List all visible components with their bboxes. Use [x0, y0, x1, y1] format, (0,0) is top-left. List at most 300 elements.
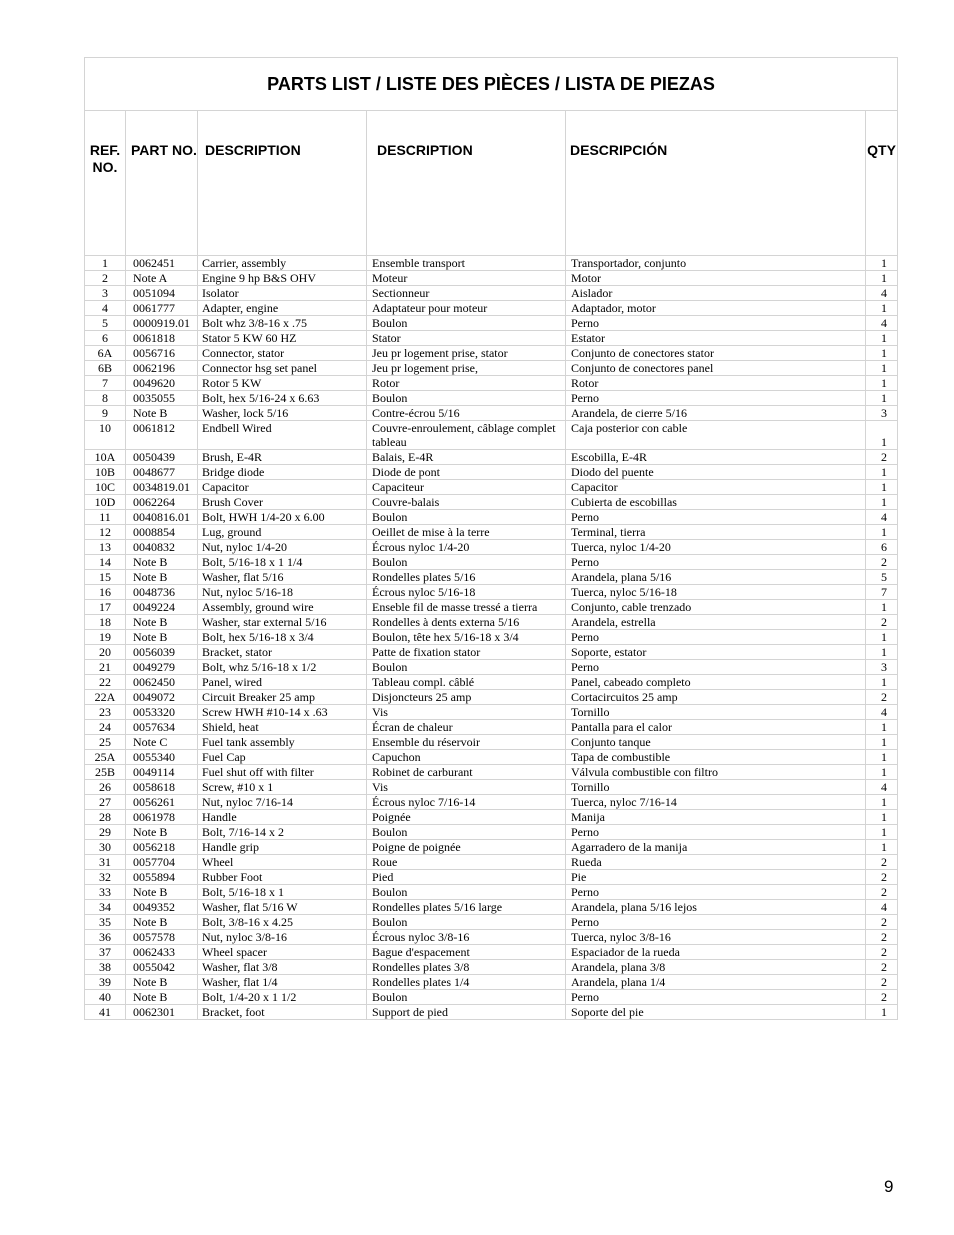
qty-cell: 1	[866, 271, 898, 286]
description-fr-cell: Rotor	[367, 376, 566, 391]
description-fr-cell: Écrous nyloc 7/16-14	[367, 795, 566, 810]
description-fr-cell: Sectionneur	[367, 286, 566, 301]
part-no-cell: 0057578	[126, 930, 198, 945]
description-es-cell: Diodo del puente	[566, 465, 866, 480]
description-es-cell: Motor	[566, 271, 866, 286]
description-en-cell: Fuel tank assembly	[198, 735, 367, 750]
qty-cell: 5	[866, 570, 898, 585]
ref-cell: 24	[85, 720, 126, 735]
table-row	[85, 735, 898, 750]
part-no-cell: 0034819.01	[126, 480, 198, 495]
ref-cell: 6A	[85, 346, 126, 361]
ref-cell: 3	[85, 286, 126, 301]
table-row	[85, 361, 898, 376]
description-en-cell: Connector, stator	[198, 346, 367, 361]
description-es-cell: Perno	[566, 885, 866, 900]
table-row	[85, 795, 898, 810]
description-en-cell: Bolt, HWH 1/4-20 x 6.00	[198, 510, 367, 525]
table-row	[85, 780, 898, 795]
description-en-cell: Panel, wired	[198, 675, 367, 690]
qty-cell: 1	[866, 391, 898, 406]
part-no-cell: 0049352	[126, 900, 198, 915]
part-no-cell: 0061777	[126, 301, 198, 316]
part-no-cell: 0050439	[126, 450, 198, 465]
description-en-cell: Washer, lock 5/16	[198, 406, 367, 421]
description-en-cell: Screw HWH #10-14 x .63	[198, 705, 367, 720]
description-es-cell: Perno	[566, 630, 866, 645]
description-es-cell: Tornillo	[566, 780, 866, 795]
ref-cell: 19	[85, 630, 126, 645]
table-row	[85, 495, 898, 510]
description-es-cell: Válvula combustible con filtro	[566, 765, 866, 780]
description-fr-cell: Boulon	[367, 885, 566, 900]
ref-cell: 31	[85, 855, 126, 870]
description-en-cell: Bracket, stator	[198, 645, 367, 660]
table-row	[85, 675, 898, 690]
description-fr-cell: Patte de fixation stator	[367, 645, 566, 660]
description-es-cell: Perno	[566, 915, 866, 930]
part-no-cell: Note B	[126, 825, 198, 840]
table-row	[85, 421, 898, 450]
qty-cell: 4	[866, 286, 898, 301]
description-fr-cell: Oeillet de mise à la terre	[367, 525, 566, 540]
part-no-cell: 0061818	[126, 331, 198, 346]
table-row	[85, 720, 898, 735]
qty-cell: 1	[866, 480, 898, 495]
table-row	[85, 555, 898, 570]
table-row	[85, 900, 898, 915]
ref-cell: 27	[85, 795, 126, 810]
description-en-cell: Brush Cover	[198, 495, 367, 510]
description-es-cell: Tornillo	[566, 705, 866, 720]
description-fr-cell: Jeu pr logement prise,	[367, 361, 566, 376]
qty-cell: 7	[866, 585, 898, 600]
description-fr-cell: Boulon, tête hex 5/16-18 x 3/4	[367, 630, 566, 645]
description-es-cell: Perno	[566, 316, 866, 331]
description-es-cell: Rotor	[566, 376, 866, 391]
qty-cell: 1	[866, 331, 898, 346]
description-en-cell: Endbell Wired	[198, 421, 367, 450]
description-fr-cell: Boulon	[367, 555, 566, 570]
description-es-cell: Tuerca, nyloc 1/4-20	[566, 540, 866, 555]
description-es-cell: Tuerca, nyloc 3/8-16	[566, 930, 866, 945]
header-description-es: DESCRIPCIÓN	[566, 111, 866, 256]
ref-cell: 12	[85, 525, 126, 540]
part-no-cell: 0055042	[126, 960, 198, 975]
part-no-cell: Note B	[126, 630, 198, 645]
ref-cell: 34	[85, 900, 126, 915]
ref-cell: 11	[85, 510, 126, 525]
description-fr-cell: Jeu pr logement prise, stator	[367, 346, 566, 361]
ref-cell: 21	[85, 660, 126, 675]
description-fr-cell: Ensemble du réservoir	[367, 735, 566, 750]
description-es-cell: Conjunto, cable trenzado	[566, 600, 866, 615]
qty-cell: 2	[866, 690, 898, 705]
table-row	[85, 376, 898, 391]
qty-cell: 1	[866, 765, 898, 780]
description-fr-cell: Poigne de poignée	[367, 840, 566, 855]
table-row	[85, 1005, 898, 1020]
table-row	[85, 630, 898, 645]
description-en-cell: Lug, ground	[198, 525, 367, 540]
qty-cell: 1	[866, 750, 898, 765]
ref-cell: 39	[85, 975, 126, 990]
description-fr-cell: Écrous nyloc 5/16-18	[367, 585, 566, 600]
qty-cell: 2	[866, 975, 898, 990]
part-no-cell: 0008854	[126, 525, 198, 540]
qty-cell: 1	[866, 301, 898, 316]
table-header-row	[85, 111, 898, 256]
description-en-cell: Rotor 5 KW	[198, 376, 367, 391]
part-no-cell: 0048736	[126, 585, 198, 600]
description-fr-cell: Vis	[367, 780, 566, 795]
ref-cell: 15	[85, 570, 126, 585]
description-en-cell: Assembly, ground wire	[198, 600, 367, 615]
table-row	[85, 615, 898, 630]
ref-cell: 26	[85, 780, 126, 795]
description-en-cell: Nut, nyloc 1/4-20	[198, 540, 367, 555]
ref-cell: 10	[85, 421, 126, 450]
part-no-cell: 0048677	[126, 465, 198, 480]
table-row	[85, 660, 898, 675]
table-row	[85, 600, 898, 615]
qty-cell: 3	[866, 660, 898, 675]
description-es-cell: Perno	[566, 555, 866, 570]
description-en-cell: Adapter, engine	[198, 301, 367, 316]
table-row	[85, 990, 898, 1005]
part-no-cell: 0062433	[126, 945, 198, 960]
description-fr-cell: Disjoncteurs 25 amp	[367, 690, 566, 705]
description-es-cell: Pantalla para el calor	[566, 720, 866, 735]
ref-cell: 36	[85, 930, 126, 945]
ref-cell: 29	[85, 825, 126, 840]
table-row	[85, 975, 898, 990]
description-es-cell: Manija	[566, 810, 866, 825]
description-es-cell: Pie	[566, 870, 866, 885]
description-es-cell: Caja posterior con cable	[566, 421, 866, 450]
description-es-cell: Tuerca, nyloc 7/16-14	[566, 795, 866, 810]
part-no-cell: Note B	[126, 915, 198, 930]
description-es-cell: Estator	[566, 331, 866, 346]
description-en-cell: Wheel	[198, 855, 367, 870]
ref-cell: 40	[85, 990, 126, 1005]
ref-cell: 16	[85, 585, 126, 600]
table-row	[85, 765, 898, 780]
description-es-cell: Perno	[566, 510, 866, 525]
part-no-cell: 0055894	[126, 870, 198, 885]
description-en-cell: Wheel spacer	[198, 945, 367, 960]
part-no-cell: 0056039	[126, 645, 198, 660]
description-es-cell: Aislador	[566, 286, 866, 301]
description-es-cell: Perno	[566, 990, 866, 1005]
ref-cell: 13	[85, 540, 126, 555]
description-en-cell: Bolt whz 3/8-16 x .75	[198, 316, 367, 331]
qty-cell: 2	[866, 960, 898, 975]
description-en-cell: Engine 9 hp B&S OHV	[198, 271, 367, 286]
description-fr-cell: Adaptateur pour moteur	[367, 301, 566, 316]
description-fr-cell: Moteur	[367, 271, 566, 286]
description-fr-cell: Ensemble transport	[367, 256, 566, 271]
description-en-cell: Bolt, 3/8-16 x 4.25	[198, 915, 367, 930]
part-no-cell: 0051094	[126, 286, 198, 301]
part-no-cell: Note C	[126, 735, 198, 750]
qty-cell: 1	[866, 376, 898, 391]
description-es-cell: Conjunto de conectores panel	[566, 361, 866, 376]
part-no-cell: 0061812	[126, 421, 198, 450]
table-row	[85, 960, 898, 975]
table-row	[85, 271, 898, 286]
table-row	[85, 540, 898, 555]
part-no-cell: 0049620	[126, 376, 198, 391]
description-en-cell: Bolt, whz 5/16-18 x 1/2	[198, 660, 367, 675]
table-row	[85, 316, 898, 331]
part-no-cell: 0056716	[126, 346, 198, 361]
description-en-cell: Bridge diode	[198, 465, 367, 480]
part-no-cell: Note B	[126, 615, 198, 630]
qty-cell: 1	[866, 256, 898, 271]
table-row	[85, 825, 898, 840]
description-en-cell: Shield, heat	[198, 720, 367, 735]
description-es-cell: Arandela, de cierre 5/16	[566, 406, 866, 421]
table-row	[85, 885, 898, 900]
description-en-cell: Bolt, 7/16-14 x 2	[198, 825, 367, 840]
description-fr-cell: Écrous nyloc 1/4-20	[367, 540, 566, 555]
description-fr-cell: Boulon	[367, 316, 566, 331]
qty-cell: 1	[866, 346, 898, 361]
qty-cell: 2	[866, 990, 898, 1005]
description-fr-cell: Poignée	[367, 810, 566, 825]
description-en-cell: Connector hsg set panel	[198, 361, 367, 376]
description-es-cell: Perno	[566, 391, 866, 406]
description-en-cell: Stator 5 KW 60 HZ	[198, 331, 367, 346]
description-es-cell: Arandela, plana 5/16	[566, 570, 866, 585]
part-no-cell: 0000919.01	[126, 316, 198, 331]
description-en-cell: Fuel shut off with filter	[198, 765, 367, 780]
qty-cell: 1	[866, 1005, 898, 1020]
part-no-cell: 0049114	[126, 765, 198, 780]
description-en-cell: Screw, #10 x 1	[198, 780, 367, 795]
description-fr-cell: Boulon	[367, 915, 566, 930]
table-row	[85, 510, 898, 525]
description-fr-cell: Enseble fil de masse tressé a tierra	[367, 600, 566, 615]
description-es-cell: Capacitor	[566, 480, 866, 495]
description-en-cell: Bracket, foot	[198, 1005, 367, 1020]
ref-cell: 23	[85, 705, 126, 720]
table-row	[85, 585, 898, 600]
description-es-cell: Adaptador, motor	[566, 301, 866, 316]
ref-cell: 41	[85, 1005, 126, 1020]
part-no-cell: 0062264	[126, 495, 198, 510]
description-en-cell: Rubber Foot	[198, 870, 367, 885]
description-en-cell: Bolt, hex 5/16-18 x 3/4	[198, 630, 367, 645]
header-part-no: PART NO.	[126, 111, 198, 256]
ref-cell: 18	[85, 615, 126, 630]
description-en-cell: Nut, nyloc 5/16-18	[198, 585, 367, 600]
description-fr-cell: Boulon	[367, 391, 566, 406]
part-no-cell: 0049224	[126, 600, 198, 615]
part-no-cell: 0040832	[126, 540, 198, 555]
description-en-cell: Nut, nyloc 3/8-16	[198, 930, 367, 945]
part-no-cell: 0055340	[126, 750, 198, 765]
description-es-cell: Espaciador de la rueda	[566, 945, 866, 960]
qty-cell: 2	[866, 615, 898, 630]
description-en-cell: Washer, star external 5/16	[198, 615, 367, 630]
qty-cell: 6	[866, 540, 898, 555]
ref-cell: 10B	[85, 465, 126, 480]
ref-cell: 33	[85, 885, 126, 900]
description-es-cell: Perno	[566, 660, 866, 675]
description-fr-cell: Tableau compl. câblé	[367, 675, 566, 690]
part-no-cell: 0061978	[126, 810, 198, 825]
table-row	[85, 645, 898, 660]
header-description-fr: DESCRIPTION	[367, 111, 566, 256]
part-no-cell: 0058618	[126, 780, 198, 795]
description-es-cell: Cortacircuitos 25 amp	[566, 690, 866, 705]
description-en-cell: Washer, flat 1/4	[198, 975, 367, 990]
description-es-cell: Tuerca, nyloc 5/16-18	[566, 585, 866, 600]
description-fr-cell: Balais, E-4R	[367, 450, 566, 465]
description-fr-cell: Pied	[367, 870, 566, 885]
description-en-cell: Carrier, assembly	[198, 256, 367, 271]
parts-table-body	[85, 256, 898, 1020]
description-es-cell: Arandela, plana 3/8	[566, 960, 866, 975]
description-fr-cell: Stator	[367, 331, 566, 346]
qty-cell: 1	[866, 525, 898, 540]
description-en-cell: Bolt, 5/16-18 x 1	[198, 885, 367, 900]
part-no-cell: 0049072	[126, 690, 198, 705]
table-row	[85, 525, 898, 540]
ref-cell: 14	[85, 555, 126, 570]
table-row	[85, 286, 898, 301]
ref-cell: 22A	[85, 690, 126, 705]
description-en-cell: Fuel Cap	[198, 750, 367, 765]
description-es-cell: Perno	[566, 825, 866, 840]
description-es-cell: Terminal, tierra	[566, 525, 866, 540]
table-row	[85, 391, 898, 406]
part-no-cell: 0035055	[126, 391, 198, 406]
description-es-cell: Rueda	[566, 855, 866, 870]
ref-cell: 10C	[85, 480, 126, 495]
part-no-cell: Note B	[126, 555, 198, 570]
description-en-cell: Isolator	[198, 286, 367, 301]
qty-cell: 4	[866, 510, 898, 525]
table-row	[85, 810, 898, 825]
ref-cell: 25	[85, 735, 126, 750]
description-es-cell: Soporte del pie	[566, 1005, 866, 1020]
table-row	[85, 840, 898, 855]
part-no-cell: 0056218	[126, 840, 198, 855]
part-no-cell: Note B	[126, 975, 198, 990]
description-fr-cell: Rondelles à dents externa 5/16	[367, 615, 566, 630]
qty-cell: 1	[866, 630, 898, 645]
qty-cell: 1	[866, 735, 898, 750]
qty-cell: 1	[866, 825, 898, 840]
qty-cell: 2	[866, 915, 898, 930]
description-fr-cell: Contre-écrou 5/16	[367, 406, 566, 421]
qty-cell: 2	[866, 885, 898, 900]
description-es-cell: Conjunto de conectores stator	[566, 346, 866, 361]
description-en-cell: Capacitor	[198, 480, 367, 495]
description-fr-cell: Boulon	[367, 510, 566, 525]
part-no-cell: 0056261	[126, 795, 198, 810]
description-fr-cell: Rondelles plates 1/4	[367, 975, 566, 990]
description-fr-cell: Capuchon	[367, 750, 566, 765]
qty-cell: 1	[866, 645, 898, 660]
description-es-cell: Soporte, estator	[566, 645, 866, 660]
description-fr-cell: Rondelles plates 5/16	[367, 570, 566, 585]
ref-cell: 25B	[85, 765, 126, 780]
qty-cell: 2	[866, 855, 898, 870]
ref-cell: 35	[85, 915, 126, 930]
description-en-cell: Bolt, 5/16-18 x 1 1/4	[198, 555, 367, 570]
description-en-cell: Handle grip	[198, 840, 367, 855]
description-en-cell: Washer, flat 3/8	[198, 960, 367, 975]
part-no-cell: 0040816.01	[126, 510, 198, 525]
table-row	[85, 480, 898, 495]
qty-cell: 1	[866, 465, 898, 480]
table-row	[85, 465, 898, 480]
ref-cell: 10A	[85, 450, 126, 465]
description-fr-cell: Écrous nyloc 3/8-16	[367, 930, 566, 945]
table-row	[85, 301, 898, 316]
qty-cell: 1	[866, 495, 898, 510]
part-no-cell: 0057704	[126, 855, 198, 870]
table-row	[85, 750, 898, 765]
qty-cell: 2	[866, 945, 898, 960]
description-es-cell: Panel, cabeado completo	[566, 675, 866, 690]
description-fr-cell: Boulon	[367, 660, 566, 675]
table-row	[85, 945, 898, 960]
description-en-cell: Washer, flat 5/16 W	[198, 900, 367, 915]
ref-cell: 8	[85, 391, 126, 406]
page-number: 9	[884, 1177, 894, 1196]
description-es-cell: Agarradero de la manija	[566, 840, 866, 855]
header-qty: QTY	[866, 111, 898, 256]
ref-cell: 1	[85, 256, 126, 271]
part-no-cell: Note B	[126, 570, 198, 585]
qty-cell: 4	[866, 705, 898, 720]
qty-cell: 2	[866, 450, 898, 465]
part-no-cell: 0049279	[126, 660, 198, 675]
part-no-cell: 0062301	[126, 1005, 198, 1020]
qty-cell: 1	[866, 795, 898, 810]
description-es-cell: Arandela, estrella	[566, 615, 866, 630]
description-en-cell: Nut, nyloc 7/16-14	[198, 795, 367, 810]
description-fr-cell: Couvre-balais	[367, 495, 566, 510]
table-row	[85, 915, 898, 930]
table-row	[85, 570, 898, 585]
ref-cell: 9	[85, 406, 126, 421]
description-fr-cell: Capaciteur	[367, 480, 566, 495]
table-row	[85, 870, 898, 885]
table-row	[85, 346, 898, 361]
part-no-cell: 0062450	[126, 675, 198, 690]
description-en-cell: Bolt, hex 5/16-24 x 6.63	[198, 391, 367, 406]
ref-cell: 37	[85, 945, 126, 960]
header-ref-no: REF. NO.	[85, 111, 126, 256]
description-es-cell: Tapa de combustible	[566, 750, 866, 765]
description-fr-cell: Support de pied	[367, 1005, 566, 1020]
table-row	[85, 705, 898, 720]
description-fr-cell: Rondelles plates 3/8	[367, 960, 566, 975]
table-row	[85, 256, 898, 271]
description-es-cell: Arandela, plana 5/16 lejos	[566, 900, 866, 915]
description-en-cell: Handle	[198, 810, 367, 825]
qty-cell: 1	[866, 810, 898, 825]
description-fr-cell: Robinet de carburant	[367, 765, 566, 780]
description-en-cell: Washer, flat 5/16	[198, 570, 367, 585]
description-es-cell: Arandela, plana 1/4	[566, 975, 866, 990]
